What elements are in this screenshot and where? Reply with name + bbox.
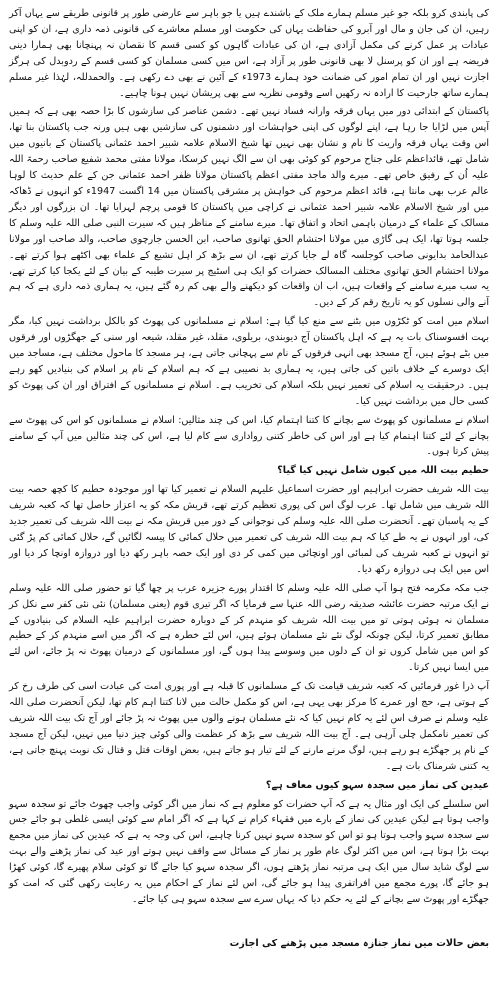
history-paragraph: پاکستان کے ابتدائی دور میں یہاں فرقہ وارانہ فساد نہیں تھے۔ دشمن عناصر کی سازشوں کا بڑا حصہ بھی ہے کہ ہمیں آپس میں لڑایا جا رہا ہے، اپنے لوگوں کی اپنی خواہشات اور دشمنوں کی سازشیں بھی ہیں ورنہ جب پاکستان بنا تھا، اس وقت یہاں فرقہ واریت کا نام و نشان بھی نہیں تھا شیخ الاسلام علامہ شبیر احمد عثمانی پاکستان کے بانیوں میں شامل تھے، قائداعظم علی جناح مرحوم کو کوئی بھی ان سے الگ نہیں کرسکا، مولانا مفتی محمد شفیع صاحب رحمۃ اللہ علیہ اُن کے رفیق خاص تھے۔ میرے والد ماجد مفتی اعظم پاکستان مولانا ظفر احمد عثمانی جن کے علم حدیث کا لوہا عالم عرب بھی مانتا ہے، قائد اعظم مرحوم کی خواہش پر مشرقی پاکستان میں 14 اگست 1947ء کو انہوں نے ڈھاکہ میں اور شیخ الاسلام علامہ شبیر احمد عثمانی نے کراچی میں پاکستان کا قومی پرچم لہرایا تھا۔ ان بزرگوں اور دیگر مسالک کے علماء کے درمیان باہمی اتحاد و اتفاق تھا۔ میرے سامنے کے مناظر ہیں کہ سیرت النبی صلی اللہ علیہ وسلم کا جلسہ ہوتا تھا، ایک ہی گاڑی میں مولانا احتشام الحق تھانوی صاحب، ابن الحسن جارچوی صاحب، والد صاحب اور مولانا عبدالحامد بدایونی صاحب کوجلسہ گاہ لے جایا کرتے تھے، ان سے بڑھ کر اہل تشیع کے علماء بھی اکٹھے ہوا کرتے تھے۔ مولانا احتشام الحق تھانوی مختلف المسالک حضرات کو ایک ہی اسٹیج پر سیرت طیبہ کے بیان کے لئے یکجا کیا کرتے تھے، یہ سب میرے سامنے کے واقعات ہیں، اب ان واقعات کو دیکھنے والے بھی کم رہ گئے ہیں، یہ ہماری ذمہ داری ہے کہ ہم آنے والی نسلوں کو یہ تاریخ رقم کر کے دیں۔ [9, 106, 489, 309]
heading-hateem: حطیم بیت اللہ میں کیوں شامل نہیں کیا گیا؟ [277, 465, 489, 477]
heading-eid-sajda: عیدین کی نماز میں سجدہ سہو کیوں معاف ہے؟ [265, 779, 489, 791]
eid-paragraph: اس سلسلے کی ایک اور مثال یہ ہے کہ آپ حضرات کو معلوم ہے کہ نماز میں اگر کوئی واجب چھوٹ جائے تو سجدہ سہو واجب ہوتا ہے لیکن عیدین کی نماز کے بارے میں فقہاء کرام نے کہا ہے کہ اگر امام سے کوئی ایسی غلطی ہو جائے جس سے سجدہ سہو واجب ہوتا ہو تو اس کو سجدہ سہو نہیں کرنا چاہیے، اس کی وجہ یہ ہے کہ عیدین کی نماز میں مجمع بہت بڑا ہوتا ہے، اس میں اکثر لوگ عام طور پر نماز کے مسائل سے واقف نہیں ہوتے اور عید کی نماز پڑھنے والے بہت سے لوگ شاید سال میں ایک ہی مرتبہ نماز پڑھتے ہوں، اگر سجدہ سہو کیا جائے گا تو کوئی سلام پھیرے گا، کوئی کھڑا ہو جائے گا، پورے مجمع میں افراتفری پیدا ہو جائے گی، اس لئے نماز کے احکام میں یہ رعایت رکھی گئی کہ امت کو جھگڑے اور پھوٹ سے بچانے کے لئے یہ حکم دیا کہ یہاں سرے سے سجدہ سہو ہی کیا جائے۔ [9, 798, 489, 905]
heading-janaza: بعض حالات میں نماز جنازہ مسجد میں پڑھنے کی اجازت [229, 937, 489, 949]
unity-paragraph: اسلام میں امت کو ٹکڑوں میں بٹنے سے منع کیا گیا ہے: اسلام نے مسلمانوں کی پھوٹ کو بالکل برداشت نہیں کیا، مگر بہت افسوسناک بات یہ ہے کہ اہل پاکستان آج دیوبندی، بریلوی، مقلد، غیر مقلد، شیعہ اور سنی کے جھگڑوں اور فرقوں میں بٹے ہوئے ہیں، آج مسجد بھی انہی فرقوں کے نام سے پہچانی جاتی ہے، ہر مسجد کا ماحول مختلف ہے، مساجد میں ایک دوسرے کے خلاف باتیں کی جاتی ہیں، یہ ہماری بد نصیبی ہے کہ ہم اسلام کے نام پر اسلام کی بنیادیں کھو رہے ہیں۔ درحقیقت یہ اسلام کی تعمیر نہیں بلکہ اسلام کی تخریب ہے۔ اسلام نے مسلمانوں کے افتراق اور ان کی پھوٹ کو کسی حال میں برداشت نہیں کیا۔ [9, 316, 489, 407]
hadith-paragraph: جب مکہ مکرمہ فتح ہوا آپ صلی اللہ علیہ وسلم کا اقتدار پورے جزیرہ عرب پر چھا گیا تو حضور صلی اللہ علیہ وسلم نے ایک مرتبہ حضرت عائشہ صدیقہ رضی اللہ عنہا سے فرمایا کہ اگر تیری قوم (یعنی مسلمان) نئی نئی کفر سے نکل کر مسلمان نہ ہوئی ہوتی تو میں بیت اللہ شریف کو منہدم کر کے دوبارہ حضرت ابراہیم علیہ السلام کی بنیادوں کے مطابق تعمیر کرتا، لیکن چونکہ لوگ نئے نئے مسلمان ہوئے ہیں، اس لئے خطرہ ہے کہ اگر میں اسے منہدم کر کے حطیم کو اس میں شامل کروں تو ان کے دلوں میں وسوسے پیدا ہوں گے، اور مسلمانوں کے درمیان پھوٹ نہ پڑ جائے، اس لئے میں ایسا نہیں کرتا۔ [9, 582, 489, 674]
examples-paragraph: اسلام نے مسلمانوں کو پھوٹ سے بچانے کا کتنا اہتمام کیا، اس کی چند مثالیں: اسلام نے مسلمانوں کو اس کی پھوٹ سے بچانے کے لئے کتنا اہتمام کیا ہے اور اس کی خاطر کتنی رواداری سے کام لیا ہے، اس کی چند مثالیں میں آپ کے سامنے پیش کرتا ہوں۔ [9, 414, 489, 458]
reflection-paragraph: آپ ذرا غور فرمائیں کہ کعبہ شریف قیامت تک کے مسلمانوں کا قبلہ ہے اور پوری امت کی عبادت اسی کی طرف رخ کر کے ہوتی ہے، حج اور عمرے کا مرکز بھی یہی ہے، اس کو مکمل حالت میں لانا کتنا اہم کام تھا، لیکن آنحضرت صلی اللہ علیہ وسلم نے صرف اس لئے یہ کام نہیں کیا کہ نئے مسلمان ہونے والوں میں پھوٹ نہ پڑ جائے اور آج تک بیت اللہ شریف کی تعمیر نامکمل چلی آرہی ہے۔ آج بیت اللہ شریف سے بڑھ کر عظمت والی کوئی چیز دنیا میں نہیں، لیکن آج مسجد کے نام پر جھگڑے ہو رہے ہیں، لوگ مرنے مارنے کے لئے تیار ہو جاتے ہیں، بعض اوقات قتل و قتال تک نوبت پہنچ جاتی ہے، یہ کتنی شرمناک بات ہے۔ [9, 681, 489, 772]
kaaba-paragraph: بیت اللہ شریف حضرت ابراہیم اور حضرت اسماعیل علیہم السلام نے تعمیر کیا تھا اور موجودہ حطیم کا کچھ حصہ بیت اللہ شریف میں شامل تھا۔ عرب لوگ اس کی پوری تعظیم کرتے تھے، قریش مکہ کو یہ اعزاز حاصل تھا کہ کعبہ شریف کے یہ پاسبان تھے۔ آنحضرت صلی اللہ علیہ وسلم کی نوجوانی کے دور میں قریش مکہ نے بیت اللہ شریف کی تعمیر جدید کی، اور انہوں نے یہ طے کیا کہ ہم بیت اللہ شریف کی تعمیر میں حلال کمائی کا پیسہ لگائیں گے، حلال کمائی کم پڑ گئی تو انہوں نے کعبہ شریف کی لمبائی اور اونچائی میں کمی کر دی اور ایک حصہ باہر رکھ دیا اور دروازہ اونچا کر دیا اور اس میں ایک ہی دروازہ رکھ دیا۔ [9, 484, 489, 575]
intro-paragraph: کی پابندی کرو بلکہ جو غیر مسلم ہمارے ملک کے باشندے ہیں یا جو باہر سے عارضی طور پر قانونی طریقے سے یہاں آکر رہیں، ان کی جان و مال اور آبرو کی حفاظت یہاں کی حکومت اور مسلم معاشرے کی قانونی ذمہ داری ہے، ان کو اپنی عبادات پر عمل کرنے کی مکمل آزادی ہے، ان کی عبادات گاہوں کو کسی قسم کا نقصان نہ پہنچانا بھی ہمارا دینی فریضہ ہے اور ان کو پرسنل لا بھی قانونی طور پر آزاد ہے، اس میں کسی مسلمان کو کسی قسم کے ردوبدل کی ہرگز اجازت نہیں اور ان تمام امور کی ضمانت خود ہمارے 1973ء کے آئین نے بھی دے رکھی ہے۔ والحمدللہ، لہٰذا غیر مسلم ہمارے ساتھ جارحیت کا ارادہ نہ رکھیں اسے وقومی نظریہ سے بھی پریشان نہیں ہونا چاہیے۔ [9, 8, 490, 99]
